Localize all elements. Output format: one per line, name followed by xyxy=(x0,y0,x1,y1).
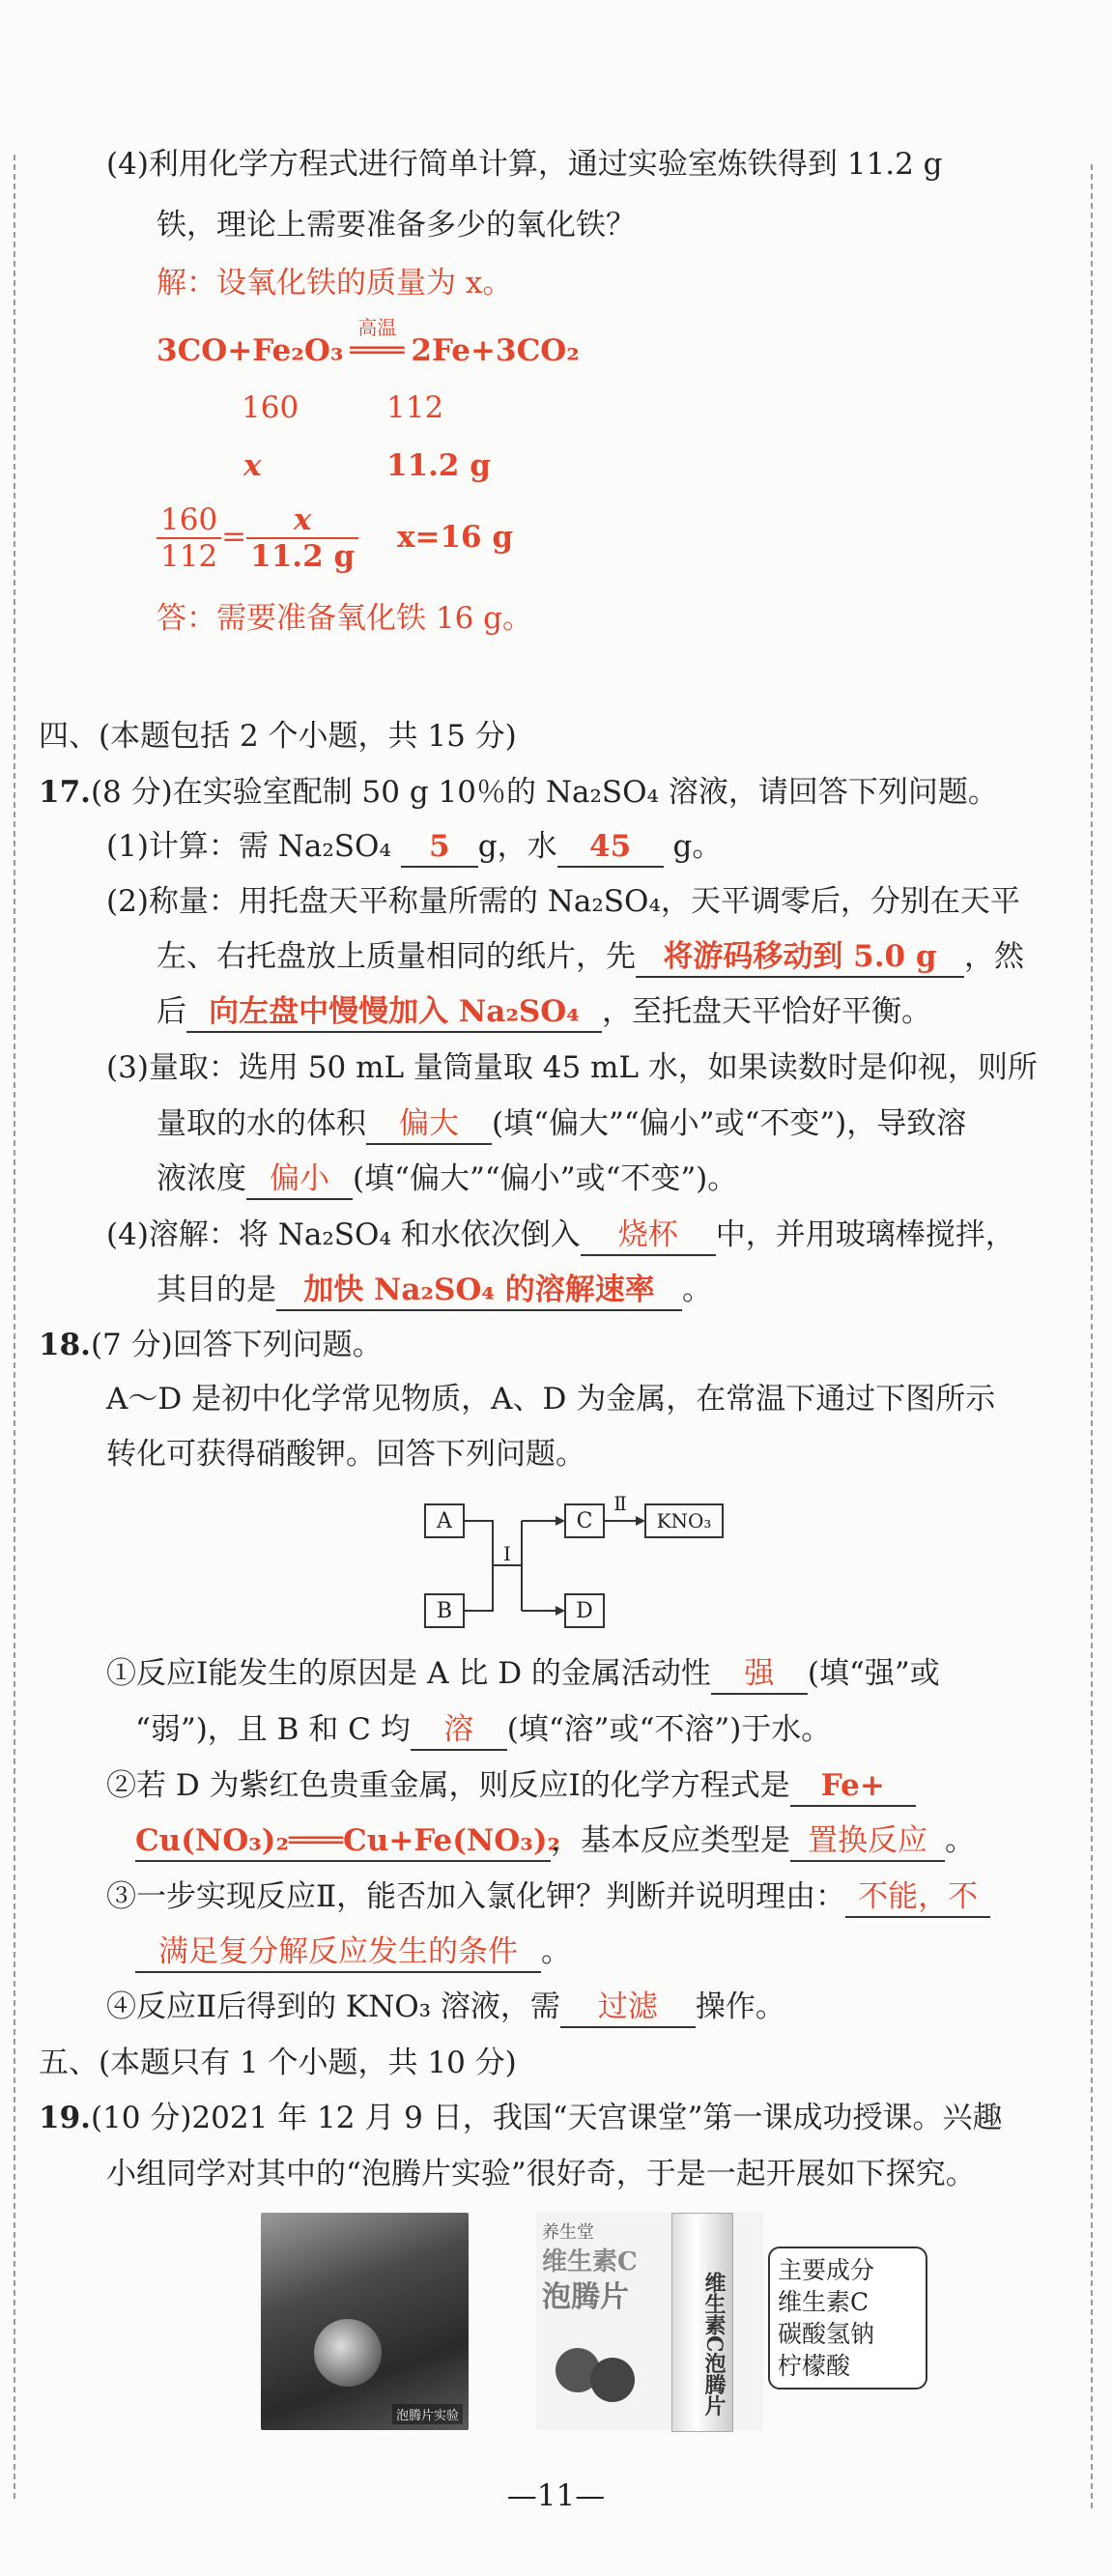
q17-part2-line1: (2)称量：用托盘天平称量所需的 Na₂SO₄，天平调零后，分别在天平 xyxy=(106,884,1020,919)
product-name-1: 维生素C xyxy=(542,2247,638,2276)
ingredients-callout xyxy=(768,2247,927,2390)
proportion: $\frac{160}{112}$ = $\frac{x}{11.2 g}$ x=16 g xyxy=(157,502,513,574)
known-mass: 11.2 g xyxy=(386,448,491,483)
product-brand: 养生堂 xyxy=(542,2222,594,2243)
q18-item4: ④反应Ⅱ后得到的 KNO₃ 溶液，需 过滤 操作。 xyxy=(106,1988,785,2028)
callout-line-3: 碳酸氢钠 xyxy=(778,2320,875,2348)
equation-arrow: 高温 ═══ xyxy=(343,333,411,368)
proportion-result: x=16 g xyxy=(397,519,514,555)
bracket-ab xyxy=(464,1521,493,1611)
q17-part4-line1: (4)溶解：将 Na₂SO₄ 和水依次倒入 烧杯 中，并用玻璃棒搅拌， xyxy=(106,1216,1015,1256)
arrow-to-kno3 xyxy=(636,1516,645,1526)
label-b: B xyxy=(436,1599,453,1623)
reaction-i-label: Ⅰ xyxy=(503,1542,511,1565)
product-photo xyxy=(536,2213,763,2430)
q17-part2-line2: 左、右托盘放上质量相同的纸片，先 将游码移动到 5.0 g ，然 xyxy=(157,937,1024,978)
tube-label: 维生素C泡腾片 xyxy=(701,2272,727,2417)
relative-mass-1: 160 xyxy=(242,390,299,425)
experiment-photo xyxy=(261,2213,469,2430)
left-margin-dashed-line xyxy=(14,155,15,2499)
section5-heading: 五、(本题只有 1 个小题，共 10 分) xyxy=(39,2046,517,2080)
q17-part3-line2: 量取的水的体积 偏大 (填“偏大”“偏小”或“不变”)，导致溶 xyxy=(157,1104,966,1145)
product-name-2: 泡腾片 xyxy=(542,2280,629,2314)
q18-desc2: 转化可获得硝酸钾。回答下列问题。 xyxy=(106,1437,585,1472)
chemical-equation xyxy=(157,316,580,368)
q18-item1-line1: ①反应Ⅰ能发生的原因是 A 比 D 的金属活动性 强 (填“强”或 xyxy=(106,1654,940,1695)
callout-line-2: 维生素C xyxy=(778,2288,870,2316)
callout-line-1: 主要成分 xyxy=(778,2256,875,2284)
q16-4-stem-line2: 铁，理论上需要准备多少的氧化铁？ xyxy=(157,208,636,243)
label-a: A xyxy=(437,1509,452,1533)
q16-4-solution-intro: 解：设氧化铁的质量为 x。 xyxy=(157,266,513,301)
q18-item2-line1: ②若 D 为紫红色贵重金属，则反应Ⅰ的化学方程式是 Fe+ xyxy=(106,1766,916,1807)
q17-part3-line1: (3)量取：选用 50 mL 量筒量取 45 mL 水，如果读数时是仰视，则所 xyxy=(106,1050,1038,1085)
right-margin-dashed-line xyxy=(1091,164,1093,2508)
callout-line-4: 柠檬酸 xyxy=(778,2352,851,2380)
conversion-diagram xyxy=(415,1483,734,1638)
label-c: C xyxy=(576,1509,593,1533)
cherry-icon xyxy=(590,2358,635,2402)
q18-item1-line2: “弱”)，且 B 和 C 均 溶 (填“溶”或“不溶”)于水。 xyxy=(135,1710,831,1751)
fraction-right: $\frac{x}{11.2 g}$ xyxy=(246,502,358,574)
q16-4-stem-line1: (4)利用化学方程式进行简单计算，通过实验室炼铁得到 11.2 g xyxy=(106,147,943,182)
q17-part2-line3: 后 向左盘中慢慢加入 Na₂SO₄ ，至托盘天平恰好平衡。 xyxy=(157,992,931,1033)
q18-item3-line2: 满足复分解反应发生的条件 。 xyxy=(135,1932,571,1973)
fraction-left: $\frac{160}{112}$ xyxy=(157,502,221,574)
q16-4-answer: 答：需要准备氧化铁 16 g。 xyxy=(157,601,532,636)
reaction-condition: 高温 xyxy=(357,316,397,339)
relative-mass-2: 112 xyxy=(386,390,444,425)
q18-desc1: A～D 是初中化学常见物质，A、D 为金属，在常温下通过下图所示 xyxy=(106,1382,996,1417)
water-ball-icon xyxy=(314,2319,382,2387)
label-d: D xyxy=(576,1599,593,1623)
q19-stem-line2: 小组同学对其中的“泡腾片实验”很好奇，于是一起开展如下探究。 xyxy=(106,2157,976,2191)
q18-stem: 18.(7 分)回答下列问题。 xyxy=(39,1328,383,1362)
arrow-to-d xyxy=(556,1606,565,1616)
label-kno3: KNO₃ xyxy=(656,1509,712,1532)
q19-stem-line1: 19.(10 分)2021 年 12 月 9 日，我国“天宫课堂”第一课成功授课。兴趣 xyxy=(39,2101,1003,2135)
reaction-ii-label: Ⅱ xyxy=(613,1492,627,1515)
q17-part4-line2: 其目的是 加快 Na₂SO₄ 的溶解速率 。 xyxy=(157,1271,712,1311)
q18-item3-line1: ③一步实现反应Ⅱ，能否加入氯化钾？判断并说明理由： 不能，不 xyxy=(106,1877,990,1918)
equation-left: 3CO+Fe₂O₃ xyxy=(157,333,344,368)
equation-right: 2Fe+3CO₂ xyxy=(411,333,580,368)
unknown-var: x xyxy=(243,448,262,483)
page-number: —11— xyxy=(506,2478,606,2513)
q17-stem: 17.(8 分)在实验室配制 50 g 10％的 Na₂SO₄ 溶液，请回答下列问题。 xyxy=(39,775,998,810)
photo-caption: 泡腾片实验 xyxy=(392,2404,463,2424)
arrow-to-c xyxy=(556,1516,565,1526)
product-tube xyxy=(671,2213,733,2432)
q18-item2-line2: Cu(NO₃)₂═══Cu+Fe(NO₃)₂，基本反应类型是 置换反应 。 xyxy=(135,1821,975,1862)
q17-part1: (1)计算：需 Na₂SO₄ 5 g，水 45 g。 xyxy=(106,827,722,868)
section4-heading: 四、(本题包括 2 个小题，共 15 分) xyxy=(39,719,517,754)
q17-part3-line3: 液浓度 偏小 (填“偏大”“偏小”或“不变”)。 xyxy=(157,1159,737,1200)
